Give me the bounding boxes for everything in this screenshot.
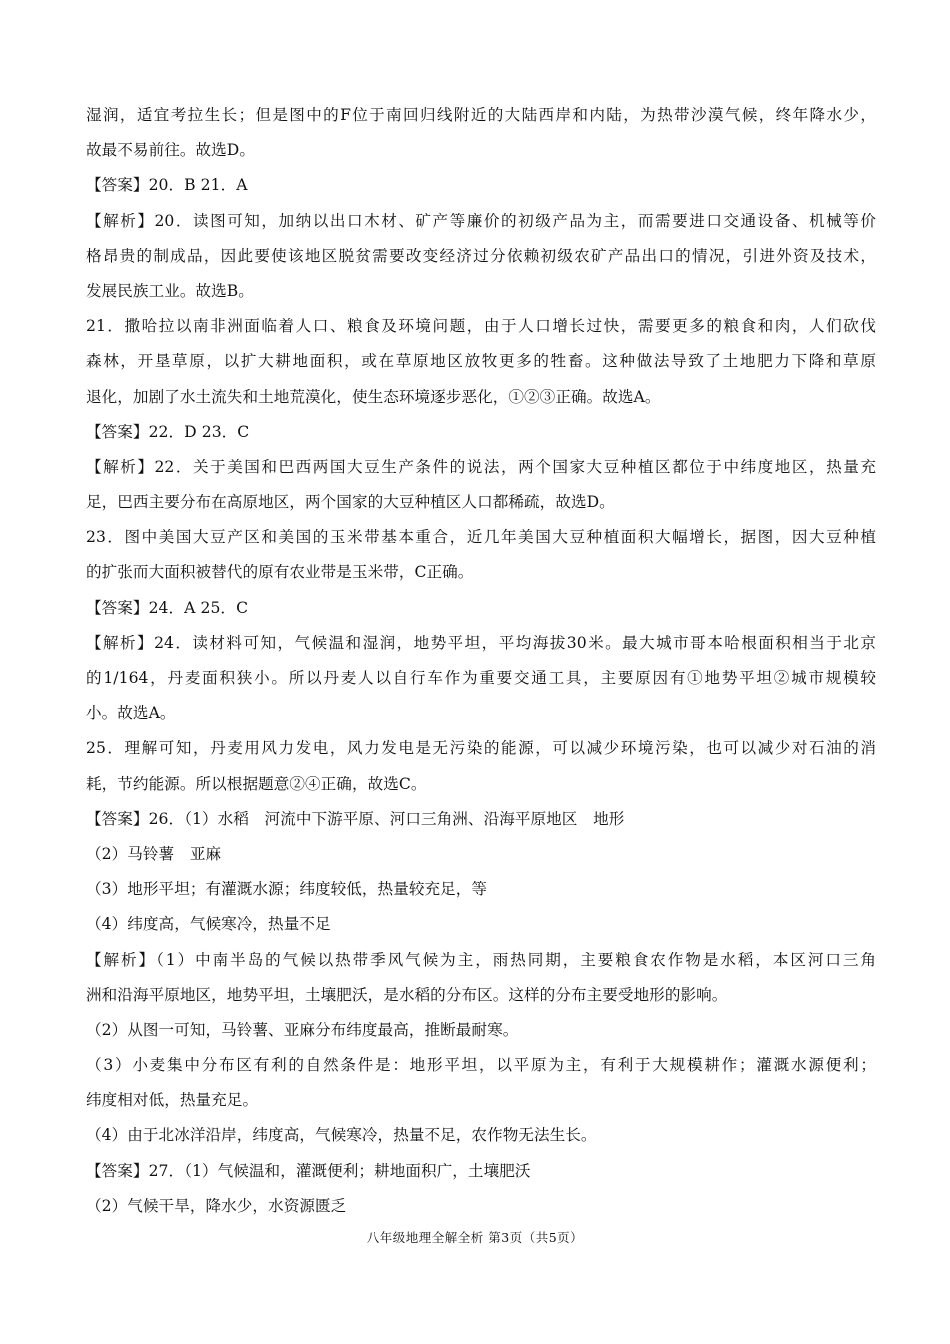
- text-line: （3）小麦集中分布区有利的自然条件是：地形平坦，以平原为主，有利于大规模耕作；灌溉水源便利；: [86, 1056, 876, 1075]
- text-line: 退化，加剧了水土流失和土地荒漠化，使生态环境逐步恶化，①②③正确。故选A。: [86, 387, 661, 406]
- text-line: （4）纬度高，气候寒冷，热量不足: [86, 915, 331, 934]
- text-line: 21．撒哈拉以南非洲面临着人口、粮食及环境问题，由于人口增长过快，需要更多的粮食和肉，人们砍伐: [86, 317, 876, 336]
- text-line: 纬度相对低，热量充足。: [86, 1091, 259, 1110]
- text-line: 森林，开垦草原，以扩大耕地面积，或在草原地区放牧更多的牲畜。这种做法导致了土地肥力下降和草原: [86, 352, 876, 371]
- text-line: 【解析】（1）中南半岛的气候以热带季风气候为主，雨热同期，主要粮食农作物是水稻，本区河口三角: [86, 950, 876, 969]
- text-line: 耗，节约能源。所以根据题意②④正确，故选C。: [86, 774, 427, 793]
- text-line: 湿润，适宜考拉生长；但是图中的F位于南回归线附近的大陆西岸和内陆，为热带沙漠气候，终年降水少，: [86, 106, 876, 124]
- text-line: （3）地形平坦；有灌溉水源；纬度较低，热量较充足，等: [86, 880, 488, 899]
- text-line: 【答案】22．D 23．C: [86, 422, 250, 441]
- text-line: 洲和沿海平原地区，地势平坦，土壤肥沃，是水稻的分布区。这样的分布主要受地形的影响。: [86, 985, 728, 1004]
- text-line: 23．图中美国大豆产区和美国的玉米带基本重合，近几年美国大豆种植面积大幅增长，据图，因大豆种植: [86, 528, 876, 547]
- text-line: 【解析】20．读图可知，加纳以出口木材、矿产等廉价的初级产品为主，而需要进口交通设备、机械等价: [86, 211, 876, 230]
- text-line: （2）马铃薯 亚麻: [86, 844, 222, 863]
- text-line: 【答案】24．A 25．C: [86, 598, 249, 617]
- text-line: 的扩张而大面积被替代的原有农业带是玉米带，C正确。: [86, 563, 474, 582]
- text-line: 【答案】26．（1）水稻 河流中下游平原、河口三角洲、沿海平原地区 地形: [86, 809, 625, 828]
- text-line: （4）由于北冰洋沿岸，纬度高，气候寒冷，热量不足，农作物无法生长。: [86, 1126, 597, 1145]
- text-line: 格昂贵的制成品，因此要使该地区脱贫需要改变经济过分依赖初级农矿产品出口的情况，引进外资及技术，: [86, 246, 876, 265]
- text-line: 【解析】24．读材料可知，气候温和湿润，地势平坦，平均海拔30米。最大城市哥本哈根面积相当于北京: [86, 633, 876, 652]
- text-line: 小。故选A。: [86, 704, 176, 723]
- text-line: 【答案】27．（1）气候温和，灌溉便利；耕地面积广，土壤肥沃: [86, 1161, 531, 1180]
- text-line: 【解析】22．关于美国和巴西两国大豆生产条件的说法，两个国家大豆种植区都位于中纬度地区，热量充: [86, 457, 876, 476]
- text-line: 的1/164，丹麦面积狭小。所以丹麦人以自行车作为重要交通工具，主要原因有①地势平坦②城市规模较: [86, 669, 876, 687]
- document-body: [86, 98, 876, 1224]
- text-line: （2）气候干旱，降水少，水资源匮乏: [86, 1196, 347, 1215]
- page-footer: 八年级地理全解全析 第3页（共5页）: [366, 1230, 584, 1245]
- text-line: 【答案】20．B 21．A: [86, 176, 248, 195]
- text-line: 发展民族工业。故选B。: [86, 281, 254, 300]
- text-line: （2）从图一可知，马铃薯、亚麻分布纬度最高，推断最耐寒。: [86, 1020, 519, 1039]
- text-line: 足，巴西主要分布在高原地区，两个国家的大豆种植区人口都稀疏，故选D。: [86, 493, 615, 512]
- text-line: 25．理解可知，丹麦用风力发电，风力发电是无污染的能源，可以减少环境污染，也可以减少对石油的消: [86, 739, 876, 758]
- text-line: 故最不易前往。故选D。: [86, 141, 255, 160]
